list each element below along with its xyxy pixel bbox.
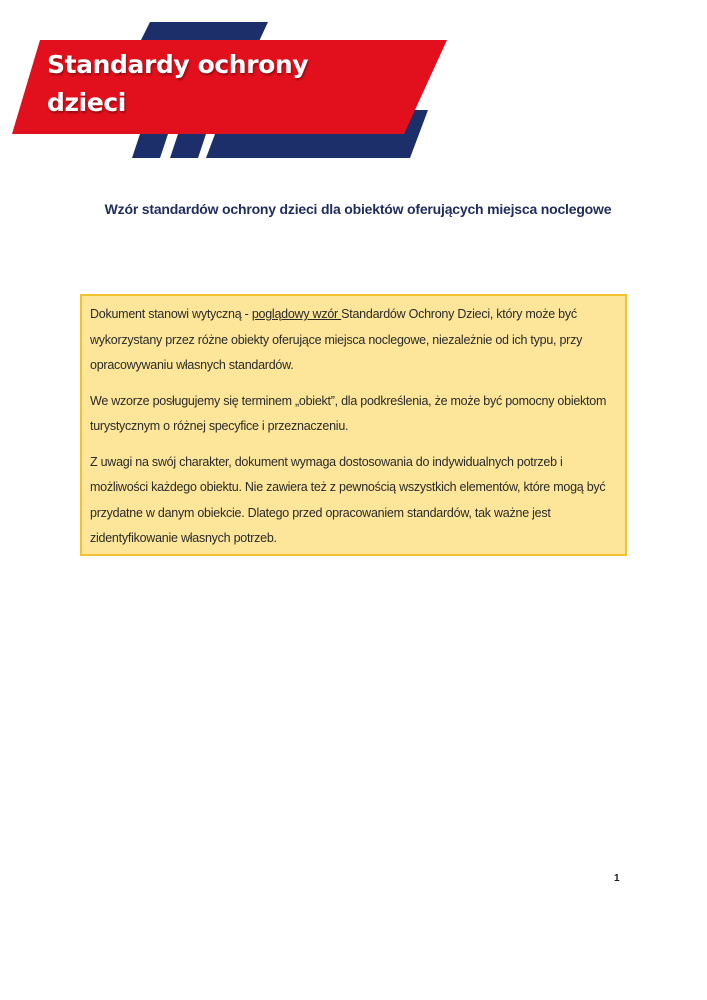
page-number: 1 <box>614 873 620 884</box>
document-title <box>47 46 308 122</box>
notice-p1-end: Standardów Ochrony Dzieci, który może być wykorzystany przez różne obiekty oferujące miejsca noclegowe, niezależnie od ich typu, przy opracowywaniu własnych standardów. <box>90 307 583 372</box>
notice-p1-start: Dokument stanowi wytyczną - <box>90 307 252 321</box>
notice-paragraph-1 <box>90 302 617 379</box>
notice-paragraph-2: We wzorze posługujemy się terminem „obiekt”, dla podkreślenia, że może być pomocny obiektom turystycznym o różnej specyfice i przeznaczeniu. <box>90 393 607 433</box>
document-subtitle: Wzór standardów ochrony dzieci dla obiektów oferujących miejsca noclegowe <box>104 201 612 217</box>
notice-p1-underlined: poglądowy wzór <box>251 307 342 321</box>
header-banner <box>0 0 460 170</box>
title-line-2: dzieci <box>47 88 126 117</box>
title-line-1: Standardy ochrony <box>47 50 309 79</box>
notice-paragraph-3: Z uwagi na swój charakter, dokument wymaga dostosowania do indywidualnych potrzeb i możliwości każdego obiektu. Nie zawiera też z pewnością wszystkich elementów, które mogą być przydatne w danym obiekcie. Dlatego przed opracowaniem standardów, tak ważne jest zidentyfikowanie własnych potrzeb. <box>90 454 606 545</box>
notice-box <box>80 294 627 556</box>
